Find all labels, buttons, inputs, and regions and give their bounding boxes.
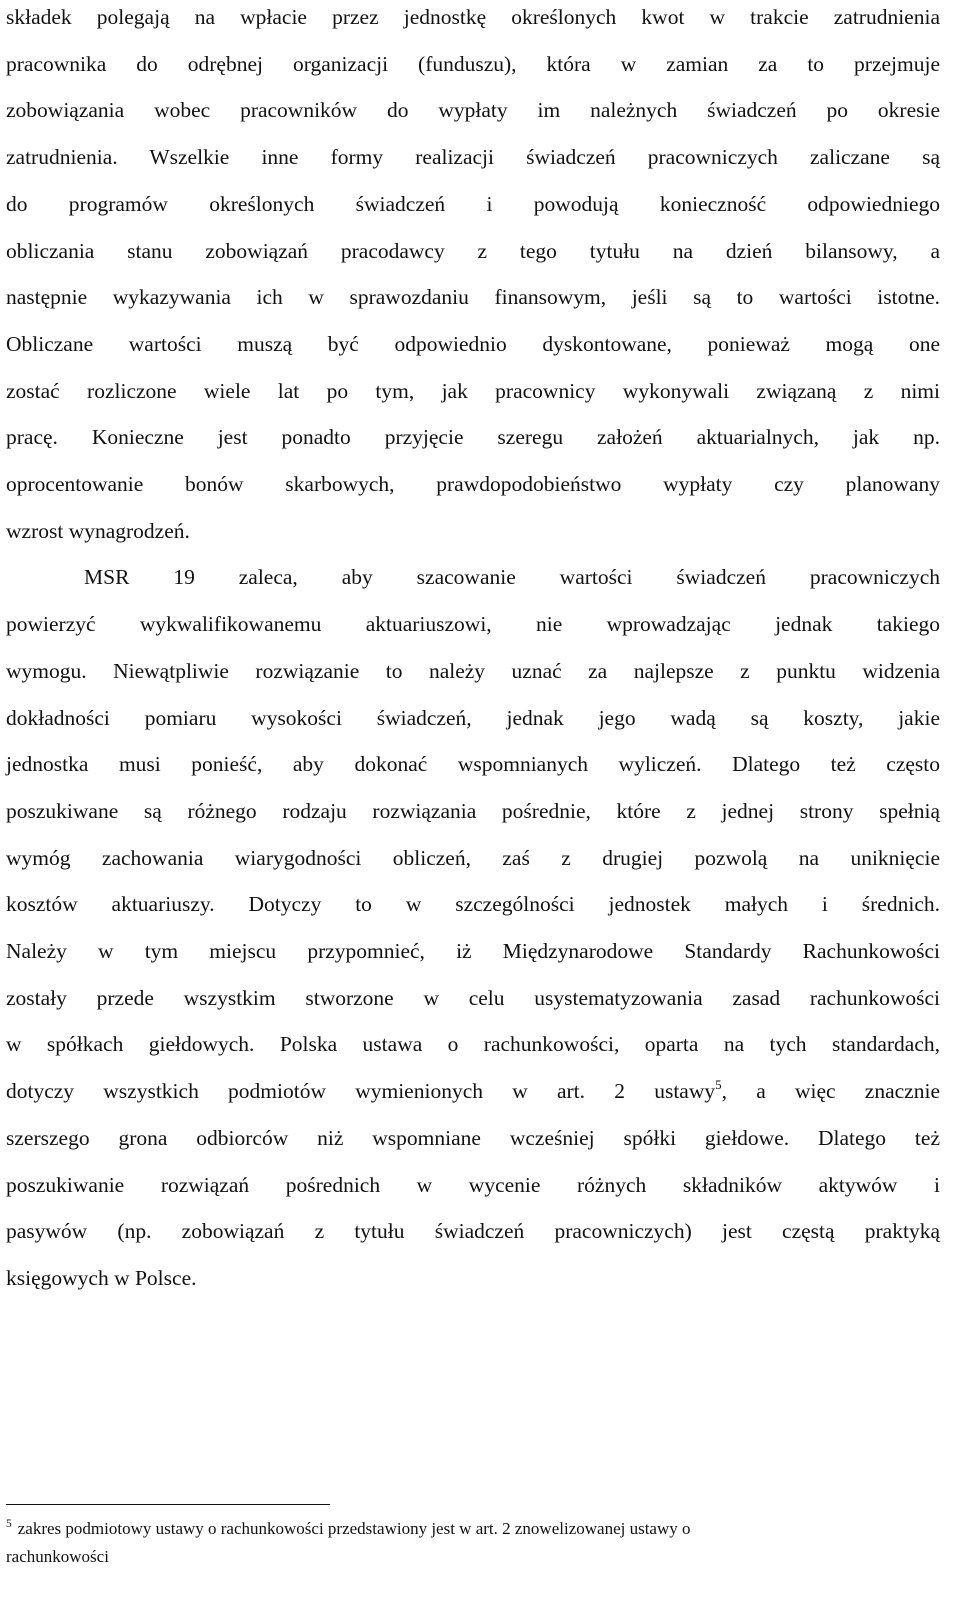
text-line-content: pasywów (np. zobowiązań z tytułu świadczeń pracowniczych) jest częstą praktyką [6, 1219, 940, 1244]
text-line-content: składek polegają na wpłacie przez jednostkę określonych kwot w trakcie zatrudnienia [6, 5, 940, 29]
text-line [6, 887, 940, 921]
text-line-content: kosztów aktuariuszy. Dotyczy to w szczególności jednostek małych i średnich. [6, 892, 940, 917]
text-line-content: wzrost wynagrodzeń. [6, 518, 190, 543]
text-line-content: do programów określonych świadczeń i powodują konieczność odpowiedniego [6, 191, 940, 216]
text-line [6, 607, 940, 641]
footnote-reference: 5 [715, 1077, 722, 1093]
text-line [6, 374, 940, 408]
text-line [6, 0, 940, 34]
text-line [6, 654, 940, 688]
text-line-content: zobowiązania wobec pracowników do wypłaty im należnych świadczeń po okresie [6, 98, 940, 123]
text-line-content: szerszego grona odbiorców niż wspomniane wcześniej spółki giełdowe. Dlatego też [6, 1125, 940, 1150]
text-line-content: wymogu. Niewątpliwie rozwiązanie to należy uznać za najlepsze z punktu widzenia [6, 658, 940, 683]
text-line [6, 327, 940, 361]
text-line [6, 420, 940, 454]
text-line [6, 1261, 940, 1295]
text-line-content-after: , a więc znacznie [721, 1079, 940, 1104]
text-line-content: dokładności pomiaru wysokości świadczeń, jednak jego wadą są koszty, jakie [6, 705, 940, 730]
footnote-number: 5 [6, 1518, 12, 1530]
footnote-line-2 [6, 1544, 940, 1570]
text-line [6, 701, 940, 735]
text-line-content: powierzyć wykwalifikowanemu aktuariuszowi, nie wprowadzając jednak takiego [6, 612, 940, 637]
footnote-separator [6, 1504, 330, 1505]
text-line-content: poszukiwane są różnego rodzaju rozwiązania pośrednie, które z jednej strony spełnią [6, 798, 940, 823]
text-line-content: jednostka musi ponieść, aby dokonać wspomnianych wyliczeń. Dlatego też często [6, 752, 940, 777]
text-line-content: zatrudnienia. Wszelkie inne formy realizacji świadczeń pracowniczych zaliczane są [6, 145, 940, 170]
footnote-text-continued: rachunkowości [6, 1547, 109, 1566]
text-line [6, 234, 940, 268]
text-line-content: wymóg zachowania wiarygodności obliczeń, zaś z drugiej pozwolą na uniknięcie [6, 845, 940, 870]
text-line-content: w spółkach giełdowych. Polska ustawa o rachunkowości, oparta na tych standardach, [6, 1032, 940, 1057]
text-line [6, 187, 940, 221]
text-line-content: zostały przede wszystkim stworzone w celu usystematyzowania zasad rachunkowości [6, 985, 940, 1010]
text-line [6, 140, 940, 174]
text-line-content: MSR 19 zaleca, aby szacowanie wartości świadczeń pracowniczych [84, 565, 940, 590]
text-line-content: poszukiwanie rozwiązań pośrednich w wycenie różnych składników aktywów i [6, 1172, 940, 1197]
text-line-content: dotyczy wszystkich podmiotów wymienionych w art. 2 ustawy [6, 1079, 716, 1104]
text-line [6, 467, 940, 501]
text-line [6, 794, 940, 828]
text-line-content: obliczania stanu zobowiązań pracodawcy z tego tytułu na dzień bilansowy, a [6, 238, 940, 263]
text-line [6, 934, 940, 968]
text-line-content: pracę. Konieczne jest ponadto przyjęcie szeregu założeń aktuarialnych, jak np. [6, 425, 940, 450]
text-line [6, 514, 940, 548]
text-line [6, 981, 940, 1015]
text-line [6, 841, 940, 875]
text-line [6, 1214, 940, 1248]
text-line-content: pracownika do odrębnej organizacji (funduszu), która w zamian za to przejmuje [6, 51, 940, 76]
text-line [6, 1168, 940, 1202]
footnote-line-1 [6, 1516, 940, 1542]
text-line-content: oprocentowanie bonów skarbowych, prawdopodobieństwo wypłaty czy planowany [6, 472, 940, 496]
footnote-text: zakres podmiotowy ustawy o rachunkowości przedstawiony jest w art. 2 znowelizowanej ustawy o [17, 1519, 691, 1538]
text-line-content: księgowych w Polsce. [6, 1265, 197, 1290]
text-line-content: Obliczane wartości muszą być odpowiednio dyskontowane, ponieważ mogą one [6, 331, 940, 356]
text-line-content: następnie wykazywania ich w sprawozdaniu finansowym, jeśli są to wartości istotne. [6, 285, 940, 310]
text-line-content: Należy w tym miejscu przypomnieć, iż Międzynarodowe Standardy Rachunkowości [6, 939, 940, 963]
text-line [6, 747, 940, 781]
text-line [6, 1121, 940, 1155]
text-line [6, 93, 940, 127]
text-line [6, 280, 940, 314]
text-line [6, 1027, 940, 1061]
text-line [6, 47, 940, 81]
text-line [6, 1074, 940, 1108]
text-line-content: zostać rozliczone wiele lat po tym, jak pracownicy wykonywali związaną z nimi [6, 378, 940, 403]
text-line [6, 560, 940, 594]
